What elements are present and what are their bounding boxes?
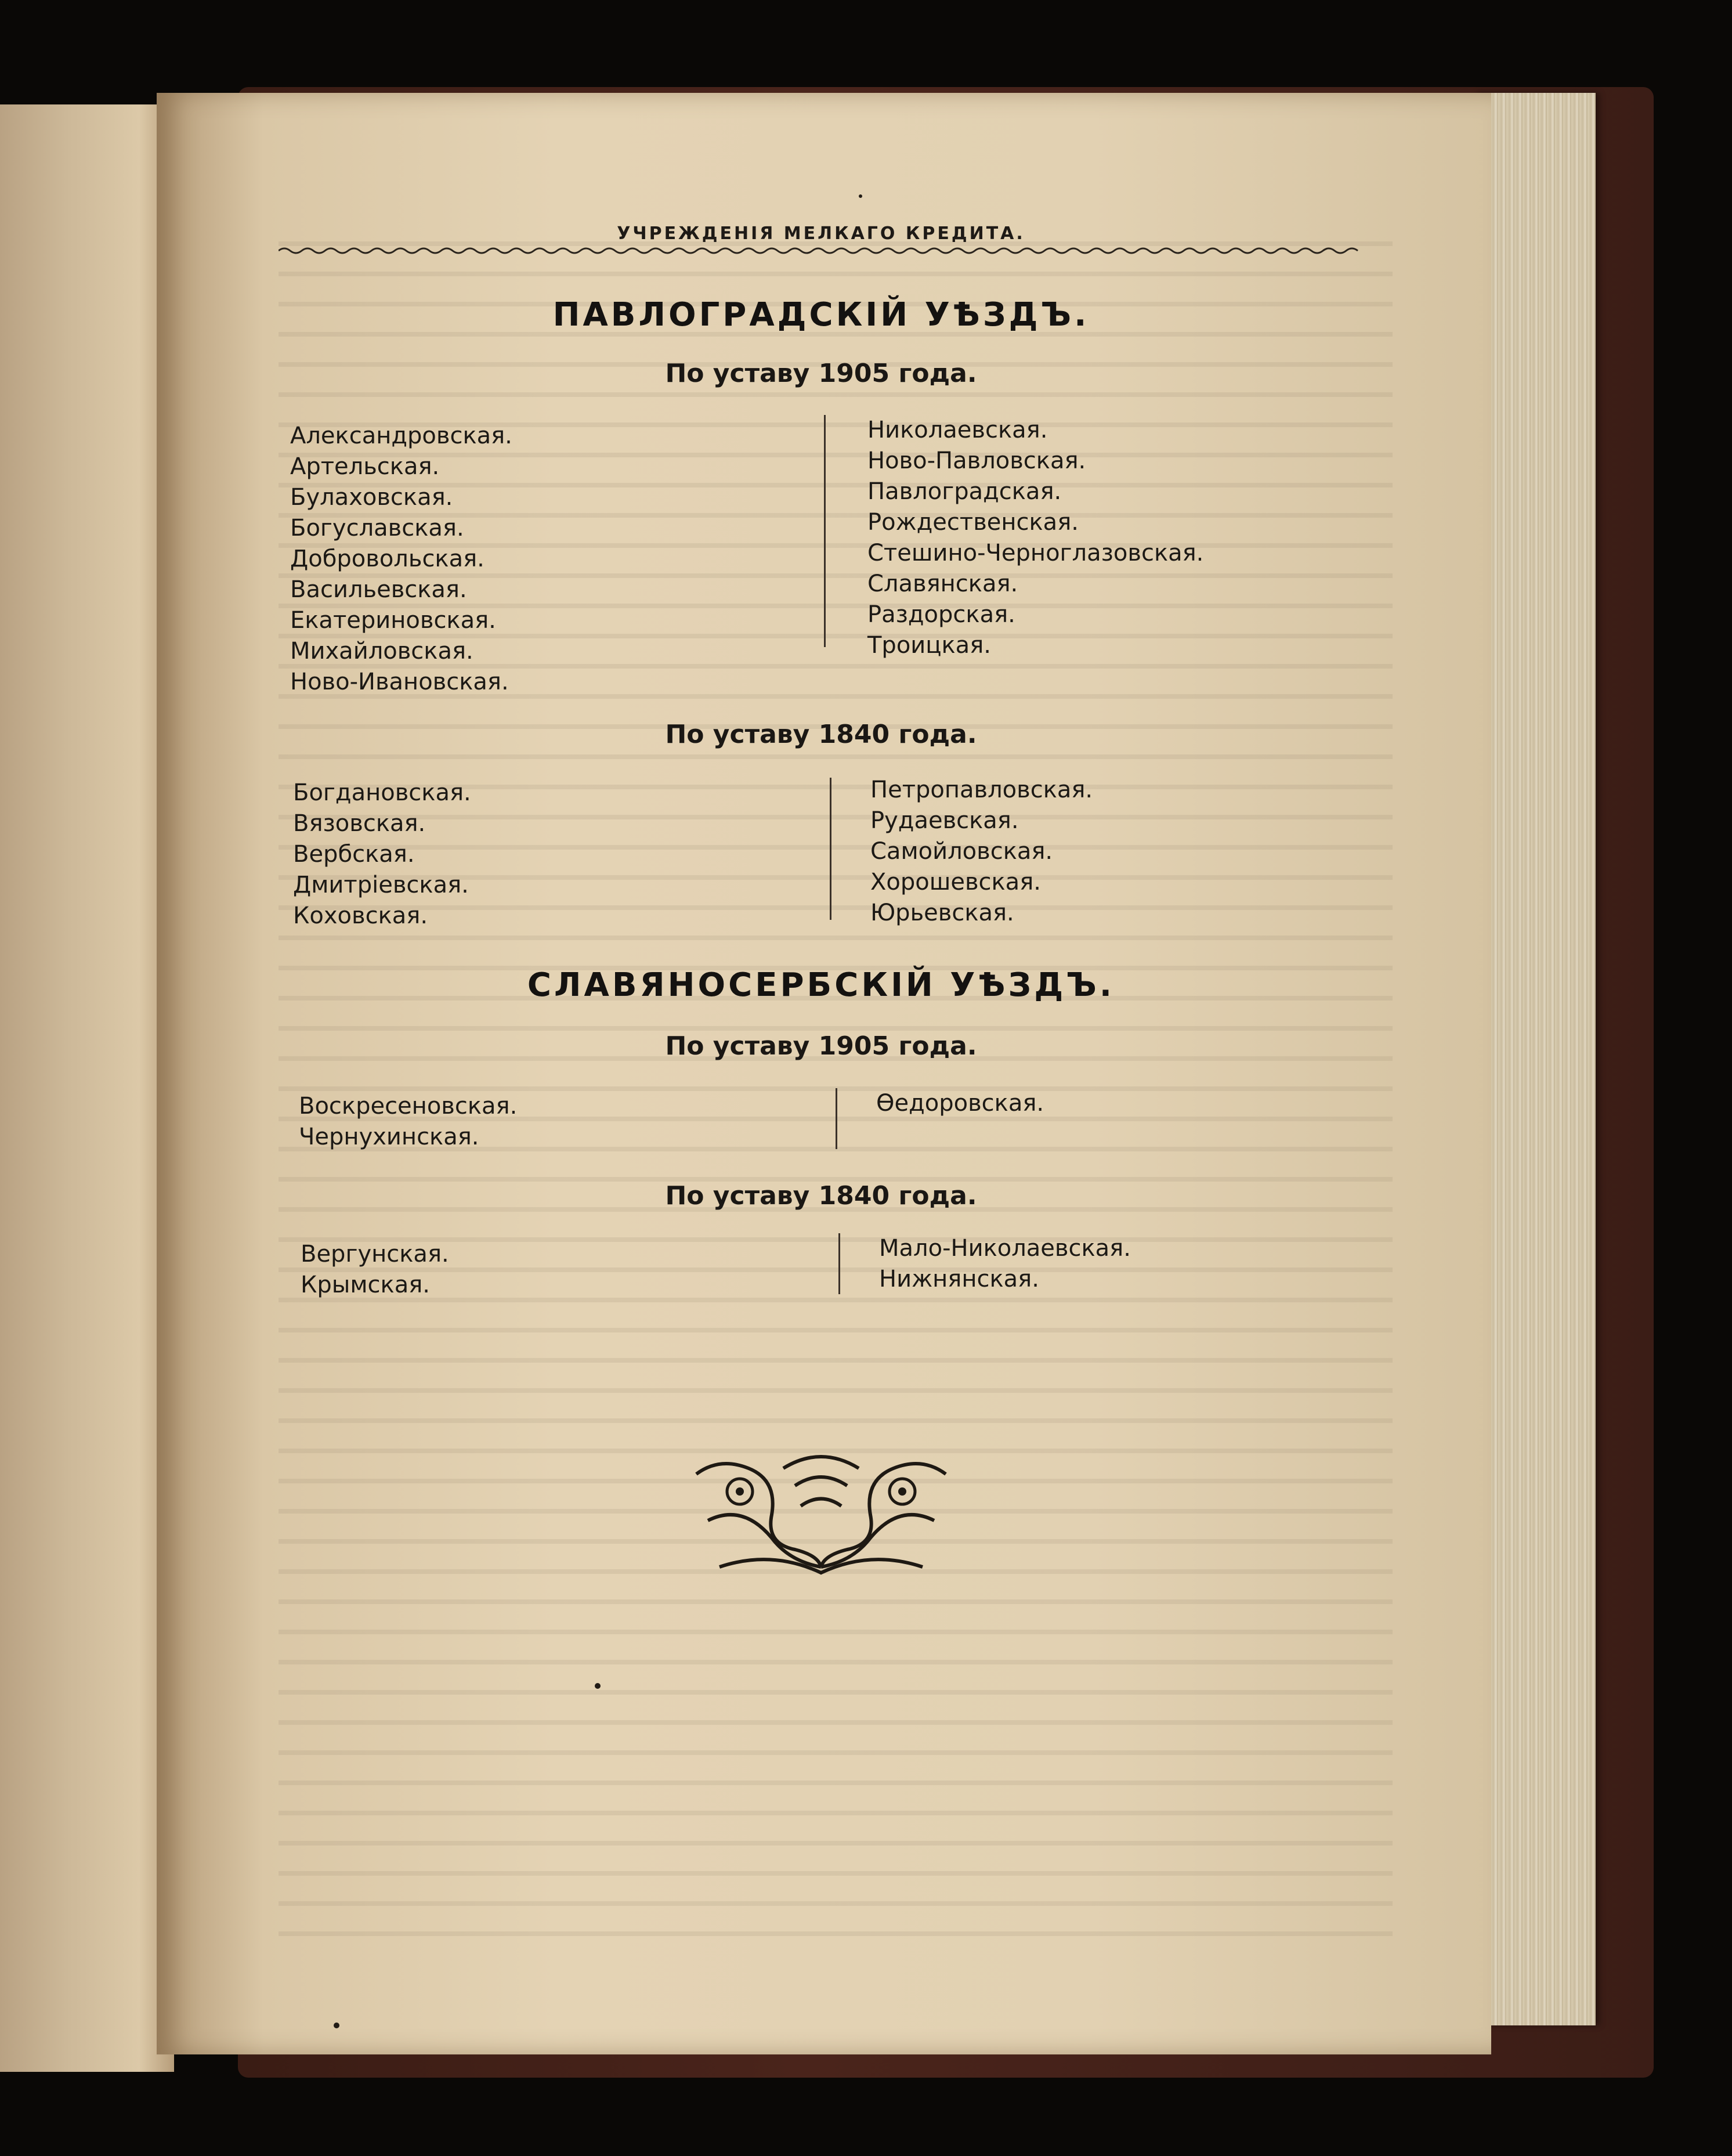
left-page: [0, 104, 174, 2072]
list-item: Чернухинская.: [299, 1124, 479, 1150]
left-column: [301, 1239, 449, 1301]
list-item: Богуславская.: [290, 515, 464, 541]
list-item: Екатериновская.: [290, 607, 496, 634]
left-column: [290, 421, 512, 698]
list-item: Хорошевская.: [870, 869, 1041, 895]
list-item: Воскресеновская.: [299, 1093, 518, 1119]
group-subtitle: По уставу 1905 года.: [665, 359, 977, 388]
list-item: Крымская.: [301, 1272, 430, 1298]
list-item: Артельская.: [290, 453, 440, 480]
list-item: Булаховская.: [290, 484, 453, 511]
list-item: Добровольская.: [290, 546, 484, 572]
list-item: Вязовская.: [293, 810, 426, 837]
list-item: Николаевская.: [867, 417, 1048, 443]
list-item: Павлоградская.: [867, 478, 1062, 505]
list-item: Нижнянская.: [879, 1266, 1039, 1292]
list-item: Троицкая.: [867, 632, 991, 659]
column-divider: [838, 1233, 840, 1294]
header-rule: [279, 244, 1364, 261]
list-item: Рождественская.: [867, 509, 1079, 536]
right-column: [867, 415, 1203, 661]
list-item: Богдановская.: [293, 779, 471, 806]
section-title-slavyanoserbsk: СЛАВЯНОСЕРБСКІЙ УѢЗДЪ.: [527, 966, 1115, 1004]
list-item: Вергунская.: [301, 1241, 449, 1267]
column-divider: [824, 415, 826, 647]
list-item: Славянская.: [867, 570, 1018, 597]
list-item: Коховская.: [293, 902, 428, 929]
right-column: [879, 1233, 1131, 1295]
floral-ornament-icon: [685, 1451, 957, 1579]
list-item: Ново-Павловская.: [867, 447, 1086, 474]
right-column: [876, 1088, 1044, 1119]
column-divider: [836, 1088, 837, 1149]
page-edges: [1474, 93, 1596, 2025]
list-item: Васильевская.: [290, 576, 467, 603]
list-item: Самойловская.: [870, 838, 1053, 865]
ink-speck: [859, 194, 862, 198]
left-column: [299, 1091, 517, 1153]
list-item: Дмитріевская.: [293, 872, 469, 898]
right-column: [870, 775, 1093, 929]
group-subtitle: По уставу 1905 года.: [665, 1031, 977, 1061]
list-item: Петропавловская.: [870, 777, 1093, 803]
ink-speck: [334, 2023, 339, 2028]
group-subtitle: По уставу 1840 года.: [665, 720, 977, 749]
list-item: Раздорская.: [867, 601, 1015, 628]
list-item: Ѳедоровская.: [876, 1090, 1044, 1117]
list-item: Стешино-Черноглазовская.: [867, 540, 1204, 566]
list-item: Вербская.: [293, 841, 415, 868]
list-item: Александровская.: [290, 422, 512, 449]
list-item: Юрьевская.: [870, 900, 1014, 926]
group-subtitle: По уставу 1840 года.: [665, 1181, 977, 1211]
ink-speck: [595, 1683, 601, 1689]
running-header: УЧРЕЖДЕНІЯ МЕЛКАГО КРЕДИТА.: [617, 223, 1025, 244]
list-item: Мало-Николаевская.: [879, 1235, 1131, 1262]
column-divider: [830, 778, 831, 920]
left-column: [293, 778, 471, 931]
list-item: Михайловская.: [290, 638, 473, 665]
section-title-pavlograd: ПАВЛОГРАДСКІЙ УѢЗДЪ.: [552, 296, 1090, 334]
list-item: Рудаевская.: [870, 807, 1019, 834]
list-item: Ново-Ивановская.: [290, 669, 509, 695]
